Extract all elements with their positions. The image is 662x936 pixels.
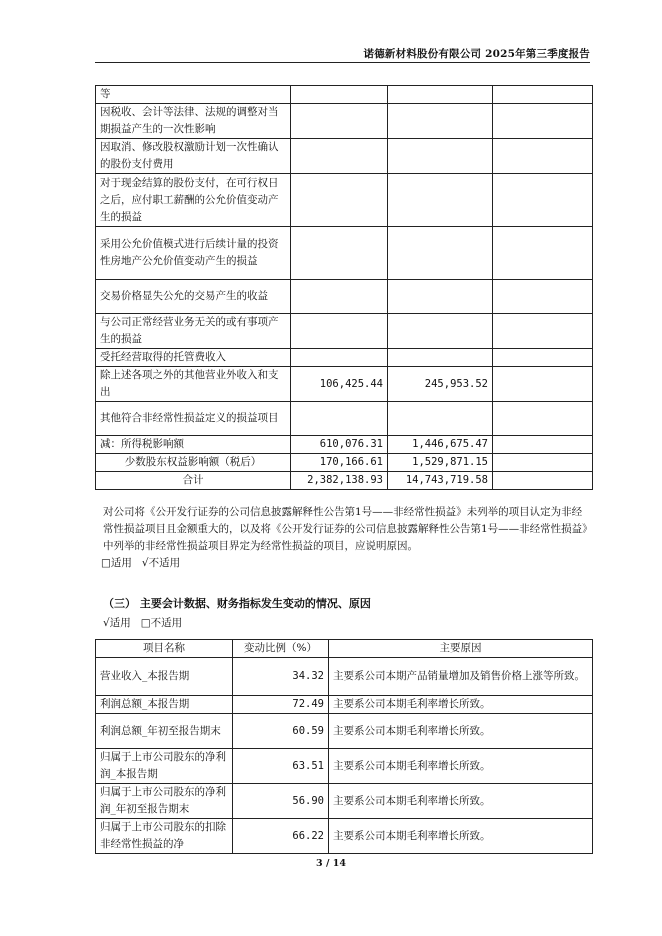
ytd-cell — [388, 402, 493, 436]
header-change-ratio: 变动比例（%） — [233, 640, 329, 658]
item-cell: 等 — [96, 86, 291, 104]
note-cell — [493, 349, 593, 367]
item-name-cell: 营业收入_本报告期 — [96, 658, 233, 696]
current-period-cell: 170,166.61 — [291, 454, 388, 472]
item-cell: 减：所得税影响额 — [96, 436, 291, 454]
item-cell: 因税收、会计等法律、法规的调整对当期损益产生的一次性影响 — [96, 104, 291, 139]
item-name-cell: 归属于上市公司股东的净利润_本报告期 — [96, 749, 233, 784]
ratio-cell: 56.90 — [233, 784, 329, 819]
table-row — [96, 314, 593, 349]
table-row — [96, 784, 593, 819]
current-period-cell — [291, 280, 388, 314]
ratio-cell: 63.51 — [233, 749, 329, 784]
report-header: 诺德新材料股份有限公司 2025年第三季度报告 — [363, 48, 590, 60]
table-row — [96, 402, 593, 436]
reason-cell: 主要系公司本期产品销量增加及销售价格上涨等所致。 — [329, 658, 593, 696]
current-period-cell — [291, 402, 388, 436]
note-cell — [493, 472, 593, 490]
ytd-cell — [388, 349, 493, 367]
ytd-cell — [388, 227, 493, 280]
table-row — [96, 280, 593, 314]
item-cell: 少数股东权益影响额（税后） — [96, 454, 291, 472]
reason-cell: 主要系公司本期毛利率增长所致。 — [329, 819, 593, 854]
ratio-cell: 34.32 — [233, 658, 329, 696]
ytd-cell — [388, 139, 493, 174]
item-cell: 对于现金结算的股份支付，在可行权日之后，应付职工薪酬的公允价值变动产生的损益 — [96, 174, 291, 227]
current-period-cell: 2,382,138.93 — [291, 472, 388, 490]
item-name-cell: 归属于上市公司股东的扣除非经常性损益的净 — [96, 819, 233, 854]
item-cell: 合计 — [96, 472, 291, 490]
current-period-cell: 106,425.44 — [291, 367, 388, 402]
reason-cell: 主要系公司本期毛利率增长所致。 — [329, 696, 593, 714]
option-applicable: √适用 — [103, 617, 131, 629]
item-cell: 受托经营取得的托管费收入 — [96, 349, 291, 367]
ratio-cell: 72.49 — [233, 696, 329, 714]
note-cell — [493, 227, 593, 280]
table-row — [96, 436, 593, 454]
note-cell — [493, 139, 593, 174]
ytd-cell — [388, 280, 493, 314]
note-cell — [493, 454, 593, 472]
ytd-cell: 14,743,719.58 — [388, 472, 493, 490]
item-cell: 除上述各项之外的其他营业外收入和支出 — [96, 367, 291, 402]
non-recurring-note: 对公司将《公开发行证券的公司信息披露解释性公告第1号——非经常性损益》未列举的项目认定为非经常性损益项目且金额重大的，以及将《公开发行证券的公司信息披露解释性公告第1号——非经常性损益》中列举的非经常性损益项目界定为经常性损益的项目，应说明原因。 — [103, 506, 588, 552]
table-row — [96, 174, 593, 227]
table-row — [96, 367, 593, 402]
item-name-cell: 利润总额_年初至报告期末 — [96, 714, 233, 749]
table-row — [96, 658, 593, 696]
table-row — [96, 454, 593, 472]
ratio-cell: 60.59 — [233, 714, 329, 749]
note-cell — [493, 86, 593, 104]
header-rule — [95, 62, 590, 63]
note-cell — [493, 436, 593, 454]
reason-cell: 主要系公司本期毛利率增长所致。 — [329, 714, 593, 749]
item-name-cell: 归属于上市公司股东的净利润_年初至报告期末 — [96, 784, 233, 819]
ytd-cell: 1,529,871.15 — [388, 454, 493, 472]
current-period-cell — [291, 139, 388, 174]
option-applicable: □适用 — [101, 557, 132, 569]
ytd-cell — [388, 104, 493, 139]
item-name-cell: 利润总额_本报告期 — [96, 696, 233, 714]
ytd-cell — [388, 314, 493, 349]
option-not-applicable: □不适用 — [140, 617, 183, 629]
table-row — [96, 139, 593, 174]
ytd-cell: 245,953.52 — [388, 367, 493, 402]
page-number: 3 / 14 — [316, 858, 346, 869]
section-title: （三） 主要会计数据、财务指标发生变动的情况、原因 — [103, 597, 371, 610]
item-cell: 因取消、修改股权激励计划一次性确认的股份支付费用 — [96, 139, 291, 174]
current-period-cell — [291, 86, 388, 104]
reason-cell: 主要系公司本期毛利率增长所致。 — [329, 784, 593, 819]
note-cell — [493, 314, 593, 349]
item-cell: 交易价格显失公允的交易产生的收益 — [96, 280, 291, 314]
section-applicability — [103, 616, 182, 631]
note-cell — [493, 367, 593, 402]
header-item-name: 项目名称 — [96, 640, 233, 658]
ytd-cell — [388, 86, 493, 104]
current-period-cell: 610,076.31 — [291, 436, 388, 454]
table-row — [96, 227, 593, 280]
note-cell — [493, 402, 593, 436]
table-row — [96, 349, 593, 367]
non-recurring-items-table — [95, 85, 593, 490]
current-period-cell — [291, 104, 388, 139]
item-cell: 与公司正常经营业务无关的或有事项产生的损益 — [96, 314, 291, 349]
note-cell — [493, 174, 593, 227]
table-row — [96, 696, 593, 714]
table-row — [96, 86, 593, 104]
table-row — [96, 749, 593, 784]
option-not-applicable: √不适用 — [141, 557, 181, 569]
current-period-cell — [291, 174, 388, 227]
note-cell — [493, 104, 593, 139]
ratio-cell: 66.22 — [233, 819, 329, 854]
note-cell — [493, 280, 593, 314]
ytd-cell — [388, 174, 493, 227]
current-period-cell — [291, 314, 388, 349]
header-main-reason: 主要原因 — [329, 640, 593, 658]
change-reasons-table — [95, 639, 593, 854]
table-row — [96, 714, 593, 749]
note-applicability — [101, 556, 180, 571]
table-row — [96, 104, 593, 139]
item-cell: 采用公允价值模式进行后续计量的投资性房地产公允价值变动产生的损益 — [96, 227, 291, 280]
current-period-cell — [291, 349, 388, 367]
item-cell: 其他符合非经常性损益定义的损益项目 — [96, 402, 291, 436]
current-period-cell — [291, 227, 388, 280]
header-row — [96, 640, 593, 658]
reason-cell: 主要系公司本期毛利率增长所致。 — [329, 749, 593, 784]
table-row — [96, 472, 593, 490]
table-row — [96, 819, 593, 854]
ytd-cell: 1,446,675.47 — [388, 436, 493, 454]
